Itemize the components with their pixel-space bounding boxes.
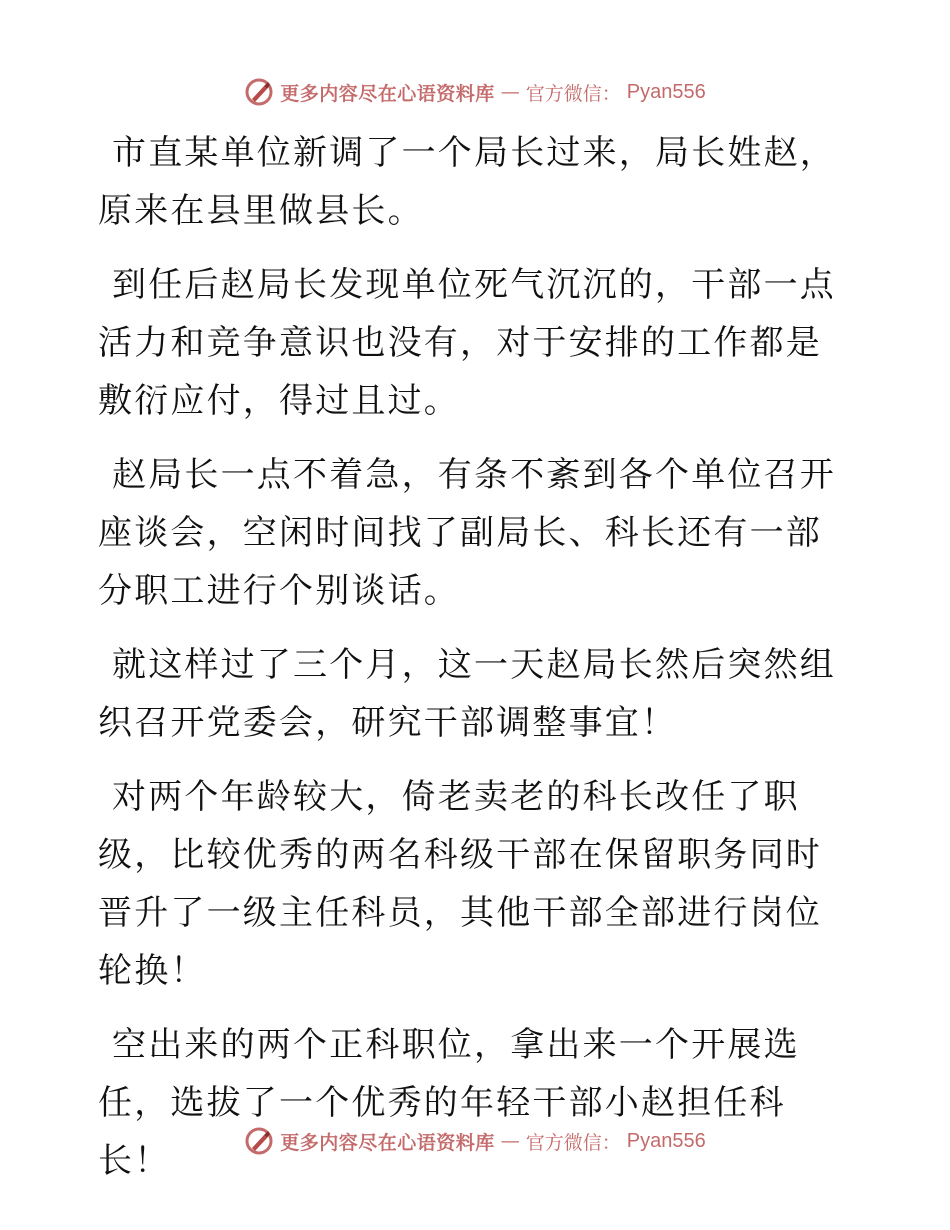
paragraph-4: 就这样过了三个月，这一天赵局长然后突然组织召开党委会，研究干部调整事宜！	[98, 645, 836, 743]
watermark-handle: Pyan556	[626, 1129, 706, 1152]
footer-watermark	[0, 1121, 950, 1161]
watermark-text: 更多内容尽在心语资料库	[280, 1131, 495, 1154]
watermark-separator: —	[500, 81, 520, 103]
paragraph-1: 市直某单位新调了一个局长过来，局长姓赵，原来在县里做县长。	[98, 133, 836, 231]
watermark-label: 官方微信：	[525, 82, 621, 105]
paragraph-6: 空出来的两个正科职位，拿出来一个开展选任，选拔了一个优秀的年轻干部小赵担任科长！	[98, 1025, 800, 1181]
watermark-handle: Pyan556	[626, 80, 706, 103]
header-watermark	[0, 72, 950, 112]
paragraph-5: 对两个年龄较大，倚老卖老的科长改任了职级，比较优秀的两名科级干部在保留职务同时晋升了一级主任科员，其他干部全部进行岗位轮换！	[98, 777, 822, 991]
paragraph-2: 到任后赵局长发现单位死气沉沉的，干部一点活力和竞争意识也没有，对于安排的工作都是敷衍应付，得过且过。	[98, 265, 836, 421]
pen-nib-icon	[244, 1126, 274, 1156]
document-body	[98, 124, 852, 1206]
paragraph-3: 赵局长一点不着急，有条不紊到各个单位召开座谈会，空闲时间找了副局长、科长还有一部分职工进行个别谈话。	[98, 455, 836, 611]
watermark-text: 更多内容尽在心语资料库	[280, 82, 495, 105]
watermark-separator: —	[500, 1130, 520, 1152]
pen-nib-icon	[244, 77, 274, 107]
watermark-label: 官方微信：	[525, 1131, 621, 1154]
